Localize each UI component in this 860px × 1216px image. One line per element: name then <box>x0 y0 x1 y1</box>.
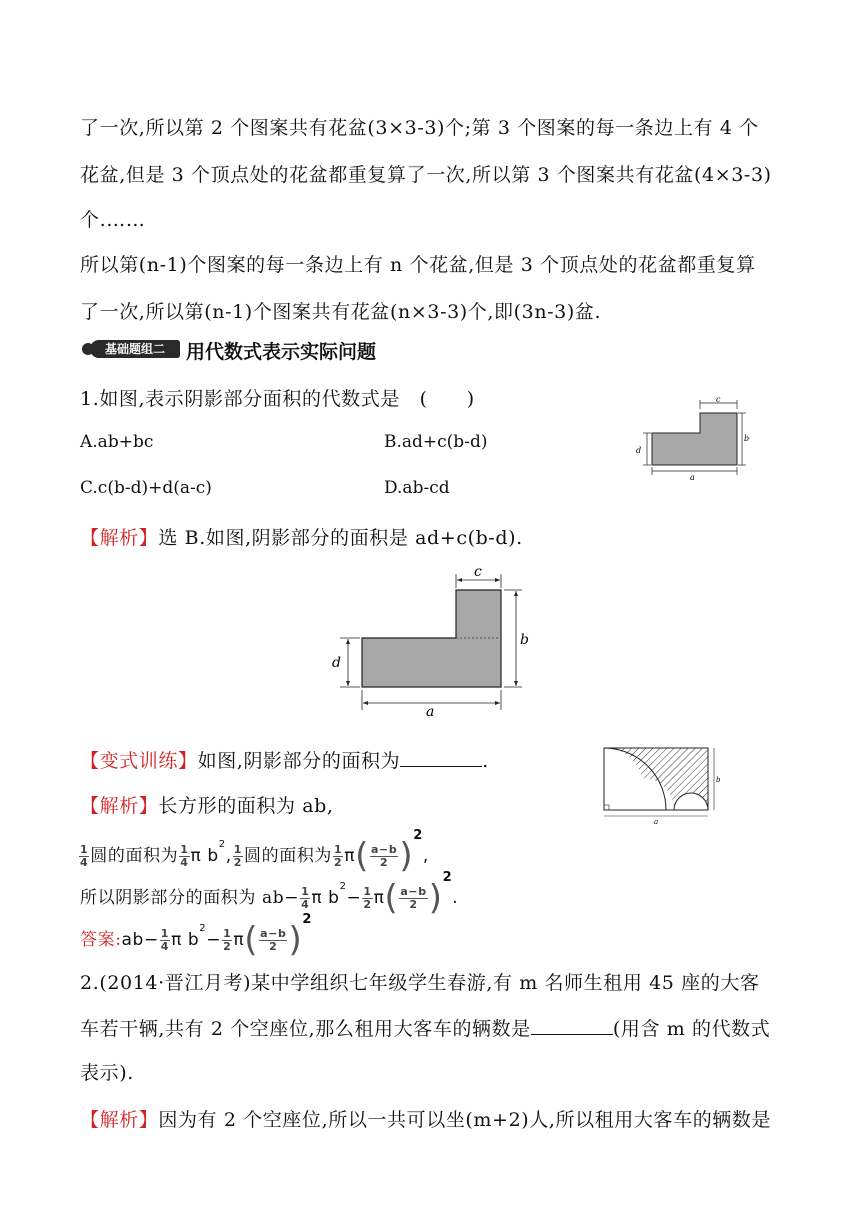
large-label-b: b <box>520 632 529 648</box>
fraction-a-minus-b-3 <box>259 928 287 953</box>
variant-analysis-line-3 <box>80 870 459 918</box>
q1-option-c: C.c(b-d)+d(a-c) <box>80 478 212 498</box>
variant-analysis-line-1 <box>80 791 334 818</box>
pi-3: π <box>233 930 245 950</box>
fraction-a-minus-b-2 <box>399 886 427 911</box>
pi-b-2: π b <box>311 888 340 908</box>
minus: − <box>346 888 362 908</box>
paragraph-line-5: 了一次,所以第(n-1)个图案共有花盆(n×3-3)个,即(3n-3)盆. <box>80 301 602 323</box>
variant-stem <box>80 746 489 773</box>
q2-line-3: 表示). <box>80 1062 134 1084</box>
variant-figure <box>590 740 740 825</box>
fraction-quarter-4 <box>160 928 170 953</box>
q1-option-b: B.ad+c(b-d) <box>384 432 488 452</box>
comma-2: , <box>422 846 429 866</box>
denominator: 4 <box>80 855 89 869</box>
square-4: 2 <box>442 870 453 885</box>
variant-answer-line <box>80 912 312 960</box>
paragraph-line-3: 个.…… <box>80 209 146 231</box>
denominator: 2 <box>223 939 232 953</box>
q1-stem: 1.如图,表示阴影部分面积的代数式是 ( ) <box>80 388 475 410</box>
circle-text-1: 圆的面积为 <box>90 846 179 866</box>
paren-left: ( <box>355 836 369 876</box>
q2-text-before: 车若干辆,共有 2 个空座位,那么租用大客车的辆数是 <box>80 1018 531 1040</box>
numerator: a−b <box>400 884 427 898</box>
answer-tag: 答案: <box>80 930 122 950</box>
denominator: 2 <box>409 897 418 911</box>
q2-line-2 <box>80 1014 770 1041</box>
paren-right-3: ) <box>288 920 303 960</box>
variant-text: 如图,阴影部分的面积为 <box>197 750 401 772</box>
fraction-quarter-3 <box>300 886 310 911</box>
numerator: 1 <box>233 842 243 856</box>
large-label-c: c <box>474 564 482 580</box>
fraction-quarter <box>79 844 89 869</box>
numerator: 1 <box>223 926 232 940</box>
paragraph-line-2: 花盆,但是 3 个顶点处的花盆都重复算了一次,所以第 3 个图案共有花盆(4×3-3) <box>80 164 772 186</box>
square: 2 <box>218 839 226 850</box>
numerator: 1 <box>180 842 189 856</box>
fraction-quarter-2 <box>179 844 189 869</box>
square-5: 2 <box>199 923 207 934</box>
q2-text-after: (用含 m 的代数式 <box>612 1018 771 1040</box>
paragraph-line-4: 所以第(n-1)个图案的每一条边上有 n 个花盆,但是 3 个顶点处的花盆都重复算 <box>80 254 756 276</box>
large-label-d: d <box>332 655 341 671</box>
small-label-b: b <box>744 434 750 443</box>
square-2: 2 <box>413 828 423 843</box>
q2-line-1: 2.(2014·晋江月考)某中学组织七年级学生春游,有 m 名师生租用 45 座的大客 <box>80 972 760 994</box>
numerator: 1 <box>160 926 170 940</box>
variant-label-b: b <box>716 776 721 784</box>
fraction-half-2 <box>333 844 343 869</box>
numerator: a−b <box>371 842 398 856</box>
q2-analysis-text: 因为有 2 个空座位,所以一共可以坐(m+2)人,所以租用大客车的辆数是 <box>158 1109 772 1131</box>
fraction-half-4 <box>222 928 232 953</box>
q1-large-figure <box>328 560 538 720</box>
numerator: 1 <box>301 884 310 898</box>
paren-right: ) <box>399 836 414 876</box>
denominator: 2 <box>380 855 389 869</box>
square-3: 2 <box>339 881 347 892</box>
q1-option-a: A.ab+bc <box>80 432 154 452</box>
square-6: 2 <box>302 912 312 927</box>
denominator: 4 <box>180 855 189 869</box>
q1-option-d: D.ab-cd <box>384 478 450 498</box>
fraction-half <box>233 844 243 869</box>
q1-small-figure <box>630 395 750 487</box>
section-title: 用代数式表示实际问题 <box>186 341 377 363</box>
numerator: 1 <box>80 842 89 856</box>
variant-analysis-line-2 <box>78 828 429 876</box>
denominator: 2 <box>269 939 278 953</box>
variant-tag: 【变式训练】 <box>80 750 198 772</box>
denominator: 4 <box>160 939 170 953</box>
q1-analysis-tag: 【解析】 <box>80 527 159 549</box>
comma: , <box>225 846 232 866</box>
q2-analysis <box>80 1105 771 1132</box>
numerator: 1 <box>363 884 372 898</box>
q2-analysis-tag: 【解析】 <box>80 1109 159 1131</box>
variant-period: . <box>482 750 489 772</box>
fraction-a-minus-b <box>370 844 398 869</box>
pi-2: π <box>373 888 385 908</box>
paren-left-2: ( <box>384 878 399 918</box>
q1-analysis <box>80 523 523 550</box>
paragraph-line-1: 了一次,所以第 2 个图案共有花盆(3×3-3)个;第 3 个图案的每一条边上有 4 个 <box>80 117 759 139</box>
section-badge: 基础题组二 <box>90 340 180 358</box>
pi-b: π b <box>190 846 219 866</box>
denominator: 2 <box>363 897 372 911</box>
large-label-a: a <box>426 704 435 720</box>
answer-ab: ab− <box>121 930 159 950</box>
small-label-d: d <box>636 446 642 455</box>
variant-analysis-tag: 【解析】 <box>80 795 159 817</box>
numerator: 1 <box>334 842 343 856</box>
variant-analysis-text: 长方形的面积为 ab, <box>158 795 334 817</box>
variant-answer-blank <box>400 750 482 767</box>
denominator: 2 <box>334 855 343 869</box>
paren-right-2: ) <box>428 878 443 918</box>
period: . <box>452 888 459 908</box>
minus-2: − <box>206 930 222 950</box>
so-text: 所以阴影部分的面积为 ab− <box>80 888 300 908</box>
small-label-c: c <box>716 395 721 404</box>
denominator: 2 <box>233 855 243 869</box>
pi: π <box>344 846 356 866</box>
pi-b-3: π b <box>171 930 200 950</box>
paren-left-3: ( <box>244 920 259 960</box>
q1-analysis-text: 选 B.如图,阴影部分的面积是 ad+c(b-d). <box>158 527 523 549</box>
q2-answer-blank <box>531 1018 613 1035</box>
numerator: a−b <box>260 926 287 940</box>
circle-text-2: 圆的面积为 <box>244 846 333 866</box>
fraction-half-3 <box>362 886 372 911</box>
small-label-a: a <box>690 473 695 482</box>
variant-label-a: a <box>654 818 659 825</box>
denominator: 4 <box>301 897 310 911</box>
